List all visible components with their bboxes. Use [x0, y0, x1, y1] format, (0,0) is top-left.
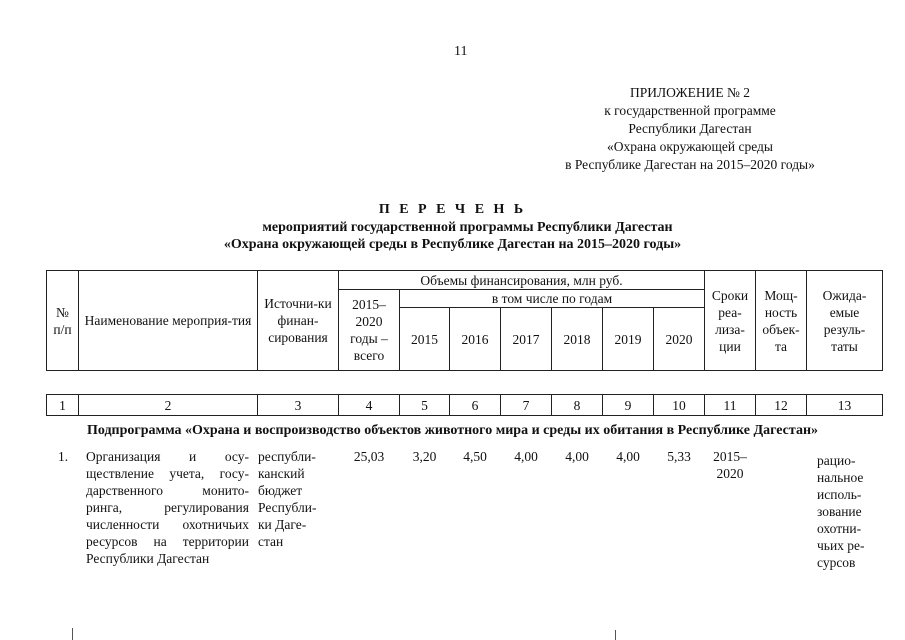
header-terms: Сроки реа-лиза-ции	[711, 287, 749, 354]
subtitle-line: мероприятий государственной программы Республики Дагестан	[262, 220, 673, 235]
row-results: рацио-нальное исполь-зование охотни-чьих ре-сурсов	[817, 453, 865, 570]
row-terms: 2015– 2020	[713, 449, 747, 481]
column-number: 2	[164, 397, 172, 413]
row-year-2017: 4,00	[514, 449, 538, 464]
row-year-2016: 4,50	[463, 449, 487, 464]
header-year: 2016	[461, 331, 489, 347]
header-capacity: Мощ-ность объек-та	[762, 287, 800, 354]
column-number: 4	[365, 397, 373, 413]
column-number: 8	[573, 397, 581, 413]
subprogram-title: Подпрограмма «Охрана и воспроизводство объектов животного мира и среды их обитания в Республике Дагестан»	[86, 423, 819, 438]
appendix-title: ПРИЛОЖЕНИЕ № 2	[629, 85, 751, 100]
appendix-block	[525, 84, 855, 174]
grid-line	[46, 370, 883, 371]
column-number: 7	[522, 397, 530, 413]
appendix-line: «Охрана окружающей среды	[607, 139, 773, 154]
row-name: Организация и осу-ществление учета, госу-дарственного монито-ринга, регулирования численности охотничьих ресурсов на территории Республики Дагестан	[86, 449, 249, 566]
grid-line	[882, 394, 883, 416]
header-source: Источни-ки финан-сирования	[264, 296, 332, 345]
row-num: 1.	[58, 449, 69, 464]
column-number: 13	[837, 397, 852, 413]
row-year-2020: 5,33	[667, 449, 691, 464]
column-number: 3	[294, 397, 302, 413]
grid-line	[46, 415, 883, 416]
column-number: 6	[471, 397, 479, 413]
row-source: республи-канский бюджет Республи-ки Даге-стан	[258, 449, 317, 549]
column-number: 9	[624, 397, 632, 413]
grid-line	[882, 270, 883, 371]
page-number: 11	[454, 44, 468, 59]
header-by-years: в том числе по годам	[491, 291, 613, 306]
column-number: 12	[774, 397, 788, 413]
header-year: 2019	[614, 331, 642, 347]
row-year-2018: 4,00	[565, 449, 589, 464]
row-year-2015: 3,20	[412, 449, 437, 464]
header-year: 2017	[512, 331, 540, 347]
column-number: 11	[723, 397, 737, 413]
subtitle-line: «Охрана окружающей среды в Республике Дагестан на 2015–2020 годы»	[223, 237, 682, 252]
header-year: 2020	[665, 331, 693, 347]
appendix-line: к государственной программе	[604, 103, 776, 118]
scan-mark	[615, 630, 616, 640]
column-number: 1	[59, 397, 66, 413]
document-title: П Е Р Е Ч Е Н Ь	[378, 202, 527, 217]
header-year: 2015	[411, 331, 438, 347]
column-number: 5	[421, 397, 428, 413]
header-funding-group: Объемы финансирования, млн руб.	[420, 272, 623, 288]
scan-mark	[72, 628, 73, 640]
header-num: № п/п	[53, 304, 72, 337]
document-subtitle	[0, 219, 905, 253]
header-total: 2015–2020 годы – всего	[350, 297, 388, 363]
row-total: 25,03	[353, 449, 385, 464]
header-results: Ожида-емые резуль-таты	[822, 287, 867, 354]
appendix-line: Республики Дагестан	[628, 121, 752, 136]
header-name: Наименование мероприя-тия	[84, 313, 252, 328]
appendix-line: в Республике Дагестан на 2015–2020 годы»	[565, 157, 815, 172]
header-year: 2018	[563, 331, 591, 347]
row-year-2019: 4,00	[616, 449, 640, 464]
column-number: 10	[672, 397, 686, 413]
